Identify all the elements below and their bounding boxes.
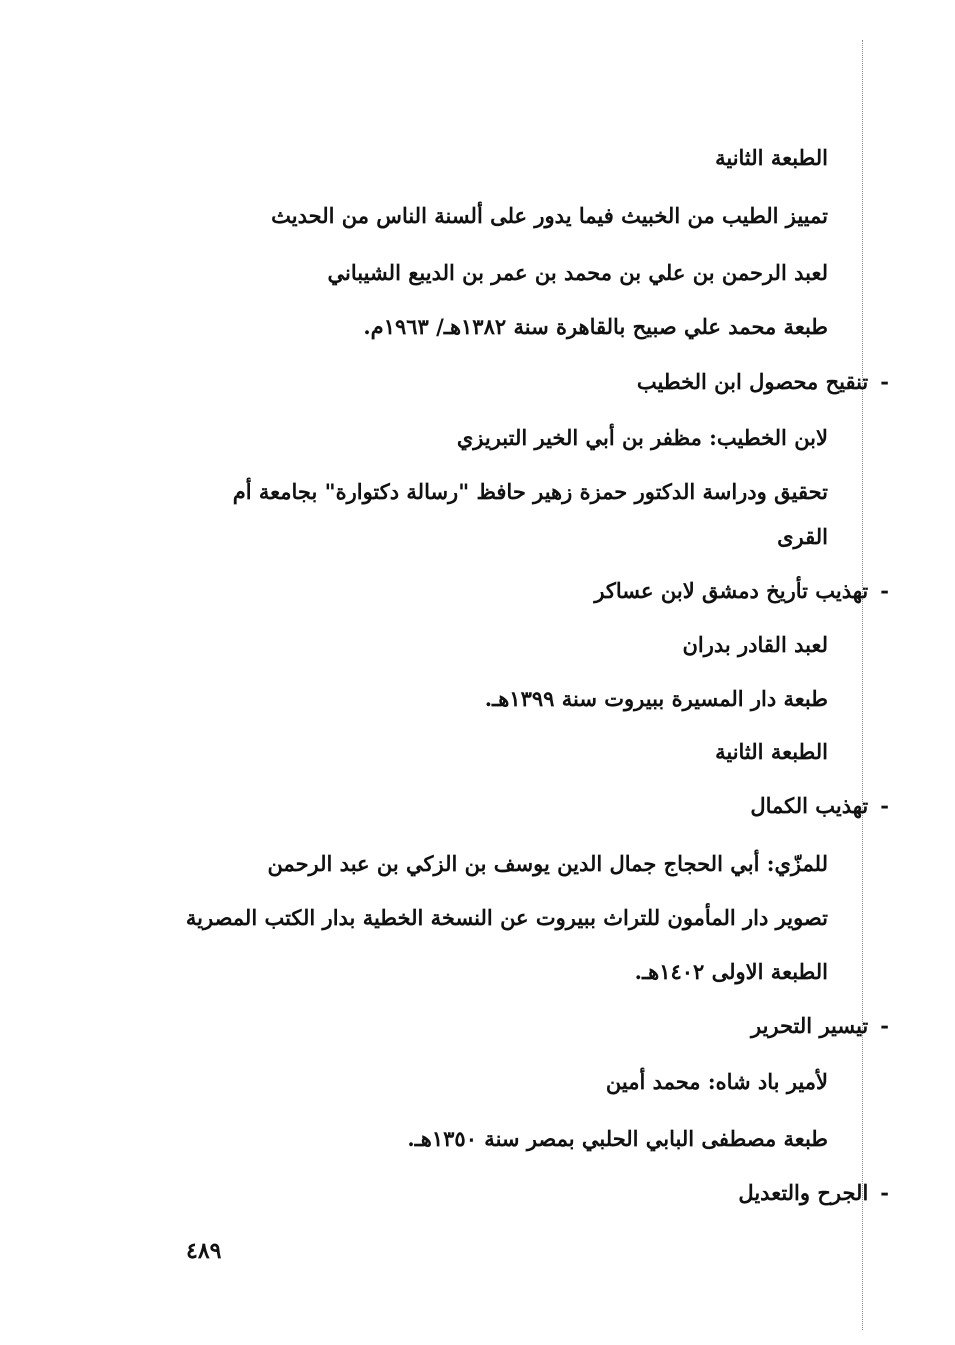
entry-title: تيسير التحرير: [750, 1013, 869, 1038]
edition-line: الطبعة الثانية: [715, 739, 828, 764]
entry-dash: -: [880, 369, 889, 394]
publication-line: طبعة دار المسيرة ببيروت سنة ١٣٩٩هـ.: [484, 686, 828, 711]
entry-dash: -: [880, 793, 889, 818]
author-line: للمزّي: أبي الحجاج جمال الدين يوسف بن الزكي بن عبد الرحمن: [267, 851, 828, 876]
bibliography-entry-heading: [738, 1178, 889, 1208]
publication-line: طبعة مصطفى البابي الحلبي بمصر سنة ١٣٥٠هـ.: [407, 1126, 828, 1151]
entry-title: تهذيب تأريخ دمشق لابن عساكر: [594, 578, 869, 603]
entry-dash: -: [880, 1013, 889, 1038]
publication-line: طبعة محمد علي صبيح بالقاهرة سنة ١٣٨٢هـ/ ١٩٦٣م.: [363, 314, 828, 339]
editor-line: تحقيق ودراسة الدكتور حمزة زهير حافظ "رسالة دكتوارة" بجامعة أم: [232, 479, 828, 504]
author-line: لعبد القادر بدران: [682, 632, 828, 657]
entry-dash: -: [880, 1180, 889, 1205]
margin-rule: [862, 40, 863, 1330]
entry-title: تنقيح محصول ابن الخطيب: [636, 369, 869, 394]
edition-line: الطبعة الثانية: [715, 145, 828, 170]
entry-dash: -: [880, 578, 889, 603]
bibliography-entry-heading: [637, 367, 889, 397]
page-number: ٤٨٩: [186, 1238, 222, 1264]
entry-title: الجرح والتعديل: [738, 1180, 869, 1205]
bibliography-entry-heading: [751, 1011, 889, 1041]
author-line: لابن الخطيب: مظفر بن أبي الخير التبريزي: [456, 425, 828, 450]
bibliography-entry-heading: [594, 576, 889, 606]
editor-line-continued: القرى: [777, 524, 828, 549]
entry-title: تهذيب الكمال: [750, 793, 869, 818]
book-title-line: تمييز الطيب من الخبيث فيما يدور على ألسنة الناس من الحديث: [271, 203, 828, 228]
author-line: لعبد الرحمن بن علي بن محمد بن عمر بن الديبع الشيباني: [327, 260, 828, 285]
bibliography-entry-heading: [750, 791, 889, 821]
publication-line: تصوير دار المأمون للتراث ببيروت عن النسخة الخطية بدار الكتب المصرية: [185, 905, 828, 930]
edition-line: الطبعة الاولى ١٤٠٢هـ.: [634, 959, 828, 984]
author-line: لأمير باد شاه: محمد أمين: [605, 1069, 828, 1094]
